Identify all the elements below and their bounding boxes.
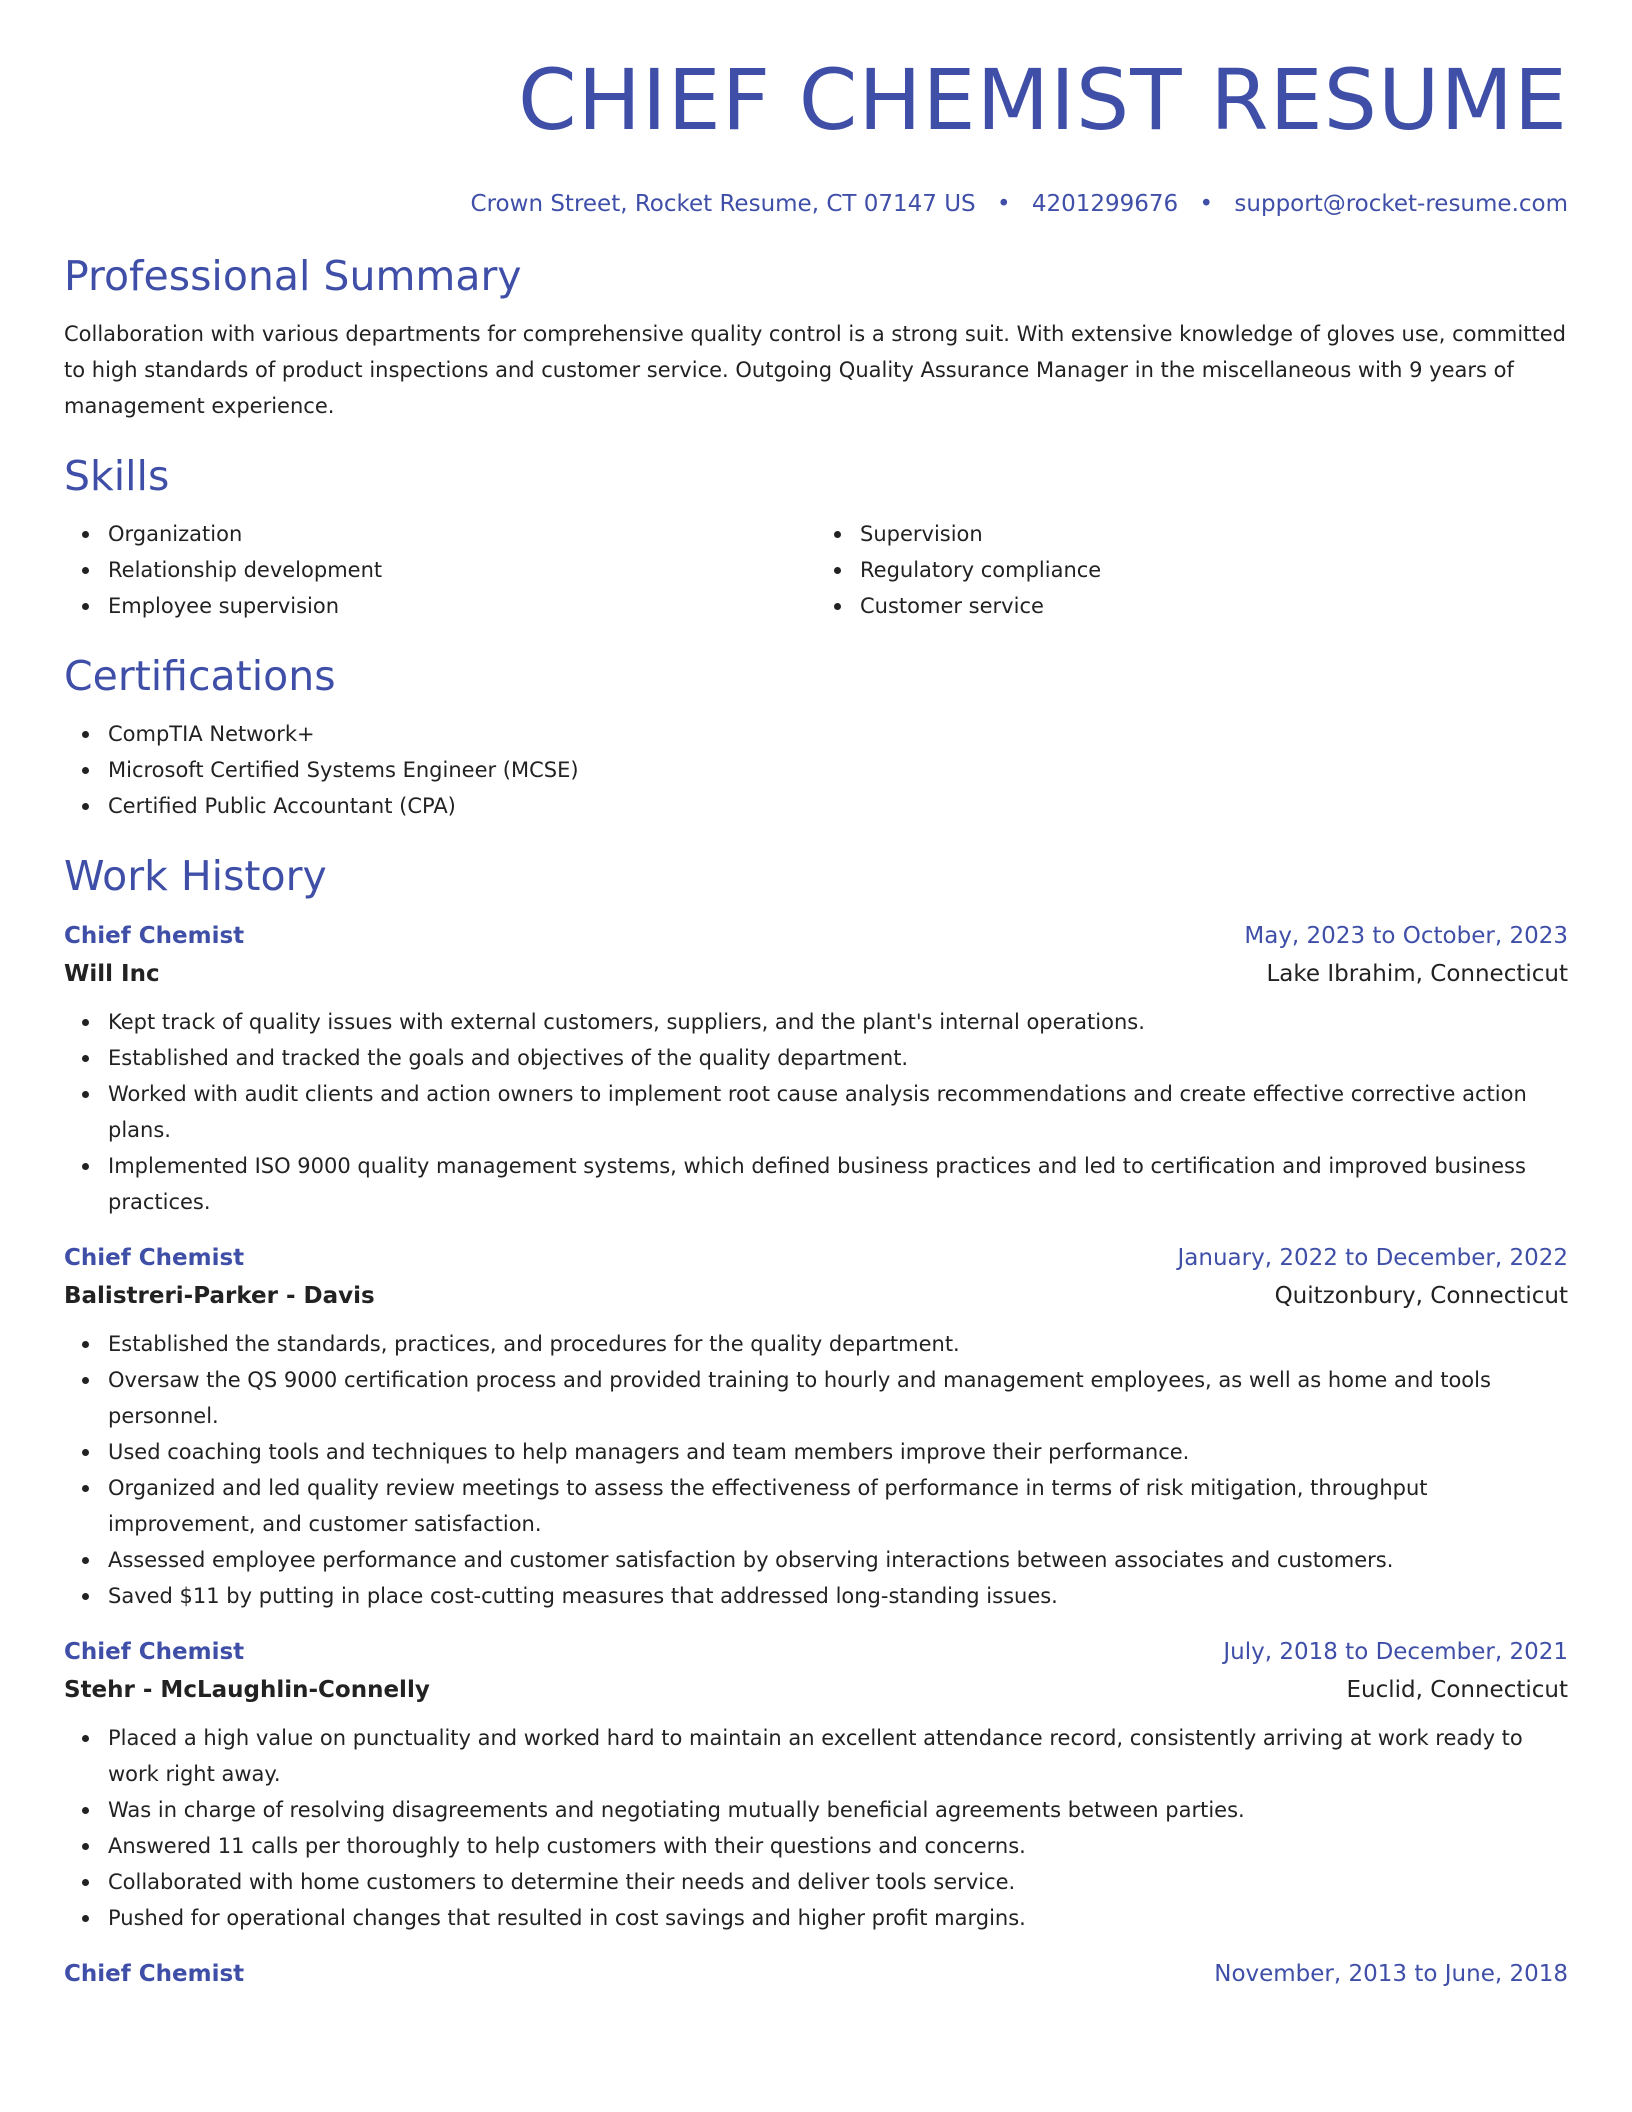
certification-item: Microsoft Certified Systems Engineer (MCSE) (108, 752, 1568, 788)
job-duty-item: Assessed employee performance and customer satisfaction by observing interactions between associates and customers. (108, 1542, 1568, 1578)
job-company: Balistreri-Parker - Davis (64, 1283, 375, 1309)
job-location: Lake Ibrahim, Connecticut (1266, 961, 1568, 987)
job-dates: May, 2023 to October, 2023 (1244, 923, 1568, 949)
job-duty-item: Worked with audit clients and action owners to implement root cause analysis recommendations and create effective corrective action plans. (108, 1076, 1568, 1148)
job-location: Quitzonbury, Connecticut (1274, 1283, 1568, 1309)
job-duty-item: Oversaw the QS 9000 certification process and provided training to hourly and management employees, as well as home and tools personnel. (108, 1362, 1568, 1434)
job-duty-item: Saved $11 by putting in place cost-cutting measures that addressed long-standing issues. (108, 1578, 1568, 1614)
job-duty-item: Established and tracked the goals and objectives of the quality department. (108, 1040, 1568, 1076)
job-header-row (64, 1634, 1568, 1670)
job-duties-list (64, 1720, 1568, 1936)
job-duty-item: Pushed for operational changes that resulted in cost savings and higher profit margins. (108, 1900, 1568, 1936)
contact-info (64, 188, 1568, 220)
skill-item: Supervision (860, 516, 1568, 552)
skill-item: Customer service (860, 588, 1568, 624)
job-entry (64, 1240, 1568, 1614)
job-duty-item: Placed a high value on punctuality and worked hard to maintain an excellent attendance record, consistently arriving at work ready to work right away. (108, 1720, 1568, 1792)
skills-section (64, 448, 1568, 624)
section-heading-certifications: Certifications (64, 652, 336, 700)
work-history-section (64, 848, 1568, 1992)
job-duty-item: Answered 11 calls per thoroughly to help customers with their questions and concerns. (108, 1828, 1568, 1864)
section-heading-work-history: Work History (64, 852, 327, 900)
skill-item: Organization (108, 516, 816, 552)
job-duties-list (64, 1326, 1568, 1614)
job-company-row (64, 1670, 1568, 1710)
job-entry (64, 1634, 1568, 1936)
job-duty-item: Used coaching tools and techniques to help managers and team members improve their performance. (108, 1434, 1568, 1470)
job-header-row (64, 918, 1568, 954)
contact-address: Crown Street, Rocket Resume, CT 07147 US (470, 191, 976, 217)
job-company: Stehr - McLaughlin-Connelly (64, 1677, 430, 1703)
job-title: Chief Chemist (64, 923, 245, 949)
skills-column-left (64, 516, 816, 624)
section-heading-skills: Skills (64, 452, 170, 500)
job-duties-list (64, 1004, 1568, 1220)
job-dates: January, 2022 to December, 2022 (1177, 1245, 1568, 1271)
job-company: Will Inc (64, 961, 160, 987)
skill-item: Relationship development (108, 552, 816, 588)
job-dates: July, 2018 to December, 2021 (1223, 1639, 1568, 1665)
section-heading-summary: Professional Summary (64, 252, 522, 300)
resume-title: CHIEF CHEMIST RESUME (518, 51, 1568, 149)
job-company-row (64, 954, 1568, 994)
job-duty-item: Collaborated with home customers to determine their needs and deliver tools service. (108, 1864, 1568, 1900)
skill-item: Employee supervision (108, 588, 816, 624)
summary-text: Collaboration with various departments for comprehensive quality control is a strong suit. With extensive knowledge of gloves use, committed to high standards of product inspections and customer service. Outgoing Quality Assurance Manager in the miscellaneous with 9 years of management experience. (64, 322, 1566, 418)
contact-separator: • (996, 191, 1011, 217)
skills-column-right (816, 516, 1568, 624)
job-company-row (64, 1276, 1568, 1316)
certifications-list (64, 716, 1568, 824)
job-header-row (64, 1956, 1568, 1992)
job-dates: November, 2013 to June, 2018 (1214, 1961, 1568, 1987)
job-location: Euclid, Connecticut (1346, 1677, 1568, 1703)
job-title: Chief Chemist (64, 1245, 245, 1271)
contact-phone[interactable]: 4201299676 (1031, 191, 1179, 217)
certification-item: CompTIA Network+ (108, 716, 1568, 752)
certification-item: Certified Public Accountant (CPA) (108, 788, 1568, 824)
job-duty-item: Established the standards, practices, and procedures for the quality department. (108, 1326, 1568, 1362)
professional-summary-section (64, 248, 1568, 424)
job-title: Chief Chemist (64, 1961, 245, 1987)
certifications-section (64, 648, 1568, 824)
job-entry (64, 918, 1568, 1220)
job-header-row (64, 1240, 1568, 1276)
job-duty-item: Organized and led quality review meetings to assess the effectiveness of performance in terms of risk mitigation, throughput improvement, and customer satisfaction. (108, 1470, 1568, 1542)
skill-item: Regulatory compliance (860, 552, 1568, 588)
contact-email[interactable]: support@rocket-resume.com (1234, 191, 1568, 217)
skills-grid (64, 516, 1568, 624)
job-title: Chief Chemist (64, 1639, 245, 1665)
job-duty-item: Kept track of quality issues with external customers, suppliers, and the plant's internal operations. (108, 1004, 1568, 1040)
job-duty-item: Implemented ISO 9000 quality management systems, which defined business practices and led to certification and improved business practices. (108, 1148, 1568, 1220)
job-duty-item: Was in charge of resolving disagreements and negotiating mutually beneficial agreements between parties. (108, 1792, 1568, 1828)
contact-separator: • (1199, 191, 1214, 217)
job-entry (64, 1956, 1568, 1992)
